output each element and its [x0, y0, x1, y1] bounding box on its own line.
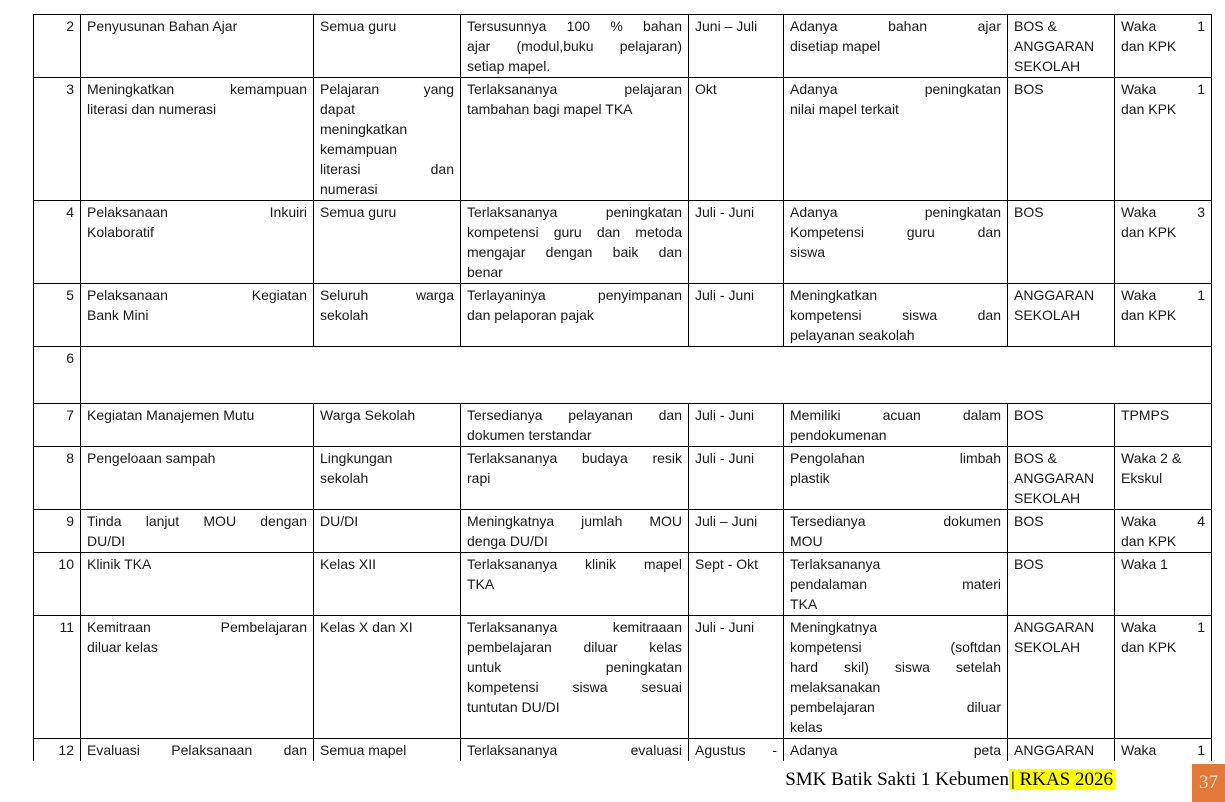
- cell-sasaran: Lingkungan sekolah: [314, 447, 461, 510]
- table-row: [34, 284, 1212, 347]
- cell-kegiatan: Kemitraan Pembelajaran diluar kelas: [81, 616, 314, 739]
- cell-waktu: Juli - Juni: [689, 616, 784, 739]
- cell-dana: BOS: [1008, 404, 1115, 447]
- cell-indikator: Meningkatnya jumlah MOU denga DU/DI: [461, 510, 689, 553]
- cell-dana: BOS: [1008, 201, 1115, 284]
- table-row: [34, 15, 1212, 78]
- cell-no: 8: [34, 447, 81, 510]
- cell-sasaran: DU/DI: [314, 510, 461, 553]
- footer-rkas-highlight: | RKAS 2026: [1011, 769, 1113, 790]
- cell-dana: BOS & ANGGARAN SEKOLAH: [1008, 15, 1115, 78]
- cell-dana: ANGGARAN SEKOLAH: [1008, 284, 1115, 347]
- cell-merged-empty: [81, 347, 1212, 404]
- cell-dana: ANGGARAN SEKOLAH: [1008, 616, 1115, 739]
- table-row: [34, 553, 1212, 616]
- cell-hasil: Pengolahan limbah plastik: [784, 447, 1008, 510]
- cell-kegiatan: Kegiatan Manajemen Mutu: [81, 404, 314, 447]
- cell-pj: Waka 1 dan KPK: [1115, 616, 1212, 739]
- cell-kegiatan: Tinda lanjut MOU dengan DU/DI: [81, 510, 314, 553]
- cell-waktu: Sept - Okt: [689, 553, 784, 616]
- cell-pj: Waka 1 dan KPK: [1115, 78, 1212, 201]
- rkas-activity-table: [33, 14, 1212, 761]
- cell-no: 5: [34, 284, 81, 347]
- cell-indikator: Terlaksananya kemitraaan pembelajaran diluar kelas untuk peningkatan kompetensi siswa sesuai tuntutan DU/DI: [461, 616, 689, 739]
- cell-kegiatan: Pelaksanaan Kegiatan Bank Mini: [81, 284, 314, 347]
- cell-kegiatan: Meningkatkan kemampuan literasi dan numerasi: [81, 78, 314, 201]
- cell-no: 7: [34, 404, 81, 447]
- cell-no: 4: [34, 201, 81, 284]
- cell-no: 12: [34, 739, 81, 762]
- cell-kegiatan: Pelaksanaan Inkuiri Kolaboratif: [81, 201, 314, 284]
- cell-pj: TPMPS: [1115, 404, 1212, 447]
- page-number-badge: 37: [1192, 764, 1225, 802]
- cell-indikator: Terlaksananya pelajaran tambahan bagi mapel TKA: [461, 78, 689, 201]
- cell-kegiatan: Pengeloaan sampah: [81, 447, 314, 510]
- cell-no: 11: [34, 616, 81, 739]
- cell-hasil: Adanya peningkatan nilai mapel terkait: [784, 78, 1008, 201]
- cell-hasil: Meningkatkan kompetensi siswa dan pelayanan seakolah: [784, 284, 1008, 347]
- cell-pj: Waka 1: [1115, 553, 1212, 616]
- cell-kegiatan: Klinik TKA: [81, 553, 314, 616]
- cell-pj: Waka 3 dan KPK: [1115, 201, 1212, 284]
- cell-hasil: Tersedianya dokumen MOU: [784, 510, 1008, 553]
- cell-indikator: Terlaksananya klinik mapel TKA: [461, 553, 689, 616]
- cell-indikator: Tersusunnya 100 % bahan ajar (modul,buku pelajaran) setiap mapel.: [461, 15, 689, 78]
- cell-pj: Waka 1: [1115, 739, 1212, 762]
- cell-pj: Waka 1 dan KPK: [1115, 15, 1212, 78]
- cell-pj: Waka 4 dan KPK: [1115, 510, 1212, 553]
- cell-kegiatan: Evaluasi Pelaksanaan dan: [81, 739, 314, 762]
- cell-dana: ANGGARAN: [1008, 739, 1115, 762]
- cell-no: 9: [34, 510, 81, 553]
- table-row: [34, 616, 1212, 739]
- cell-waktu: Juli - Juni: [689, 404, 784, 447]
- cell-no: 10: [34, 553, 81, 616]
- cell-hasil: Adanya peta: [784, 739, 1008, 762]
- cell-waktu: Juli - Juni: [689, 284, 784, 347]
- table-row: [34, 510, 1212, 553]
- cell-sasaran: Pelajaran yang dapat meningkatkan kemampuan literasi dan numerasi: [314, 78, 461, 201]
- cell-dana: BOS: [1008, 510, 1115, 553]
- cell-sasaran: Seluruh warga sekolah: [314, 284, 461, 347]
- cell-hasil: Memiliki acuan dalam pendokumenan: [784, 404, 1008, 447]
- cell-hasil: Meningkatnya kompetensi (softdan hard skil) siswa setelah melaksanakan pembelajaran diluar kelas: [784, 616, 1008, 739]
- cell-dana: BOS & ANGGARAN SEKOLAH: [1008, 447, 1115, 510]
- cell-waktu: Agustus -: [689, 739, 784, 762]
- cell-sasaran: Warga Sekolah: [314, 404, 461, 447]
- cell-indikator: Terlayaninya penyimpanan dan pelaporan pajak: [461, 284, 689, 347]
- rkas-table-container: [33, 14, 1213, 761]
- cell-kegiatan: Penyusunan Bahan Ajar: [81, 15, 314, 78]
- cell-waktu: Juli - Juni: [689, 201, 784, 284]
- table-row-empty: [34, 347, 1212, 404]
- footer-school-name: SMK Batik Sakti 1 Kebumen: [785, 769, 1009, 790]
- cell-sasaran: Semua guru: [314, 15, 461, 78]
- cell-dana: BOS: [1008, 78, 1115, 201]
- cell-sasaran: Kelas XII: [314, 553, 461, 616]
- cell-pj: Waka 1 dan KPK: [1115, 284, 1212, 347]
- footer: [785, 768, 1115, 792]
- table-row: [34, 739, 1212, 762]
- cell-waktu: Juli - Juni: [689, 447, 784, 510]
- table-row: [34, 78, 1212, 201]
- cell-waktu: Juni – Juli: [689, 15, 784, 78]
- cell-no: 6: [34, 347, 81, 404]
- cell-hasil: Adanya bahan ajar disetiap mapel: [784, 15, 1008, 78]
- table-row: [34, 404, 1212, 447]
- cell-sasaran: Kelas X dan XI: [314, 616, 461, 739]
- table-row: [34, 447, 1212, 510]
- cell-hasil: Adanya peningkatan Kompetensi guru dan siswa: [784, 201, 1008, 284]
- cell-no: 3: [34, 78, 81, 201]
- cell-indikator: Tersedianya pelayanan dan dokumen terstandar: [461, 404, 689, 447]
- cell-indikator: Terlaksananya evaluasi: [461, 739, 689, 762]
- cell-pj: Waka 2 & Ekskul: [1115, 447, 1212, 510]
- cell-indikator: Terlaksananya peningkatan kompetensi guru dan metoda mengajar dengan baik dan benar: [461, 201, 689, 284]
- cell-no: 2: [34, 15, 81, 78]
- cell-indikator: Terlaksananya budaya resik rapi: [461, 447, 689, 510]
- cell-waktu: Okt: [689, 78, 784, 201]
- cell-sasaran: Semua mapel: [314, 739, 461, 762]
- cell-sasaran: Semua guru: [314, 201, 461, 284]
- cell-dana: BOS: [1008, 553, 1115, 616]
- cell-hasil: Terlaksananya pendalaman materi TKA: [784, 553, 1008, 616]
- table-row: [34, 201, 1212, 284]
- cell-waktu: Juli – Juni: [689, 510, 784, 553]
